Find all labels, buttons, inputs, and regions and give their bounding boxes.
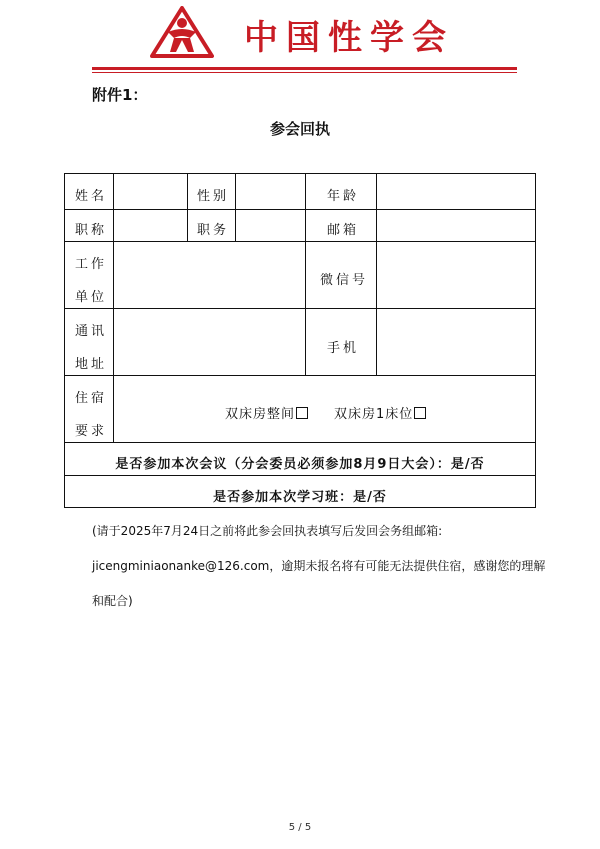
job-title-label: 职称 xyxy=(75,223,108,238)
work-label-line1: 工作 xyxy=(75,257,108,272)
row-divider xyxy=(65,475,535,476)
mobile-label: 手机 xyxy=(327,341,360,356)
double-room-bed-checkbox[interactable] xyxy=(414,407,426,419)
lodging-label-line1: 住宿 xyxy=(75,391,108,406)
document-title: 参会回执 xyxy=(269,120,330,138)
position-label: 职务 xyxy=(197,223,230,238)
double-room-bed-label: 双床房1床位 xyxy=(334,407,414,422)
work-label-line2: 单位 xyxy=(75,290,108,305)
double-room-whole-label: 双床房整间 xyxy=(225,407,296,422)
address-label-line2: 地址 xyxy=(75,357,108,372)
note-line-1: (请于2025年7月24日之前将此参会回执表填写后发回会务组邮箱: xyxy=(92,524,443,538)
organization-name: 中国性学会 xyxy=(244,18,454,58)
row-divider xyxy=(65,241,535,242)
note-line-2: jicengminiaonanke@126.com，逾期未报名将有可能无法提供住宿，感谢您的理解 xyxy=(92,559,546,573)
lodging-label-line2: 要求 xyxy=(75,424,108,439)
column-divider xyxy=(235,174,236,241)
row-divider xyxy=(65,308,535,309)
address-label-line1: 通讯 xyxy=(75,324,108,339)
column-divider xyxy=(113,174,114,442)
registration-form xyxy=(64,173,536,508)
double-room-whole-checkbox[interactable] xyxy=(296,407,308,419)
letterhead xyxy=(0,0,600,80)
attachment-label: 附件1： xyxy=(92,86,148,104)
class-attendance-question: 是否参加本次学习班：是/否 xyxy=(213,490,387,505)
double-room-whole-option[interactable] xyxy=(225,403,308,422)
row-divider xyxy=(65,375,535,376)
row-divider xyxy=(65,442,535,443)
wechat-label: 微信号 xyxy=(320,273,369,288)
meeting-attendance-question: 是否参加本次会议（分会委员必须参加8月9日大会）：是/否 xyxy=(115,457,485,472)
header-rule xyxy=(92,67,517,70)
note-line-3: 和配合) xyxy=(92,594,133,608)
column-divider xyxy=(187,174,188,241)
email-label: 邮箱 xyxy=(327,223,360,238)
column-divider xyxy=(376,174,377,375)
age-label: 年龄 xyxy=(327,189,360,204)
society-logo-icon xyxy=(150,6,214,58)
row-divider xyxy=(65,209,535,210)
header-rule-thin xyxy=(92,72,517,73)
column-divider xyxy=(305,174,306,375)
gender-label: 性别 xyxy=(197,189,230,204)
name-label: 姓名 xyxy=(75,189,108,204)
double-room-bed-option[interactable] xyxy=(334,403,426,422)
page-number: 5 / 5 xyxy=(288,822,312,833)
